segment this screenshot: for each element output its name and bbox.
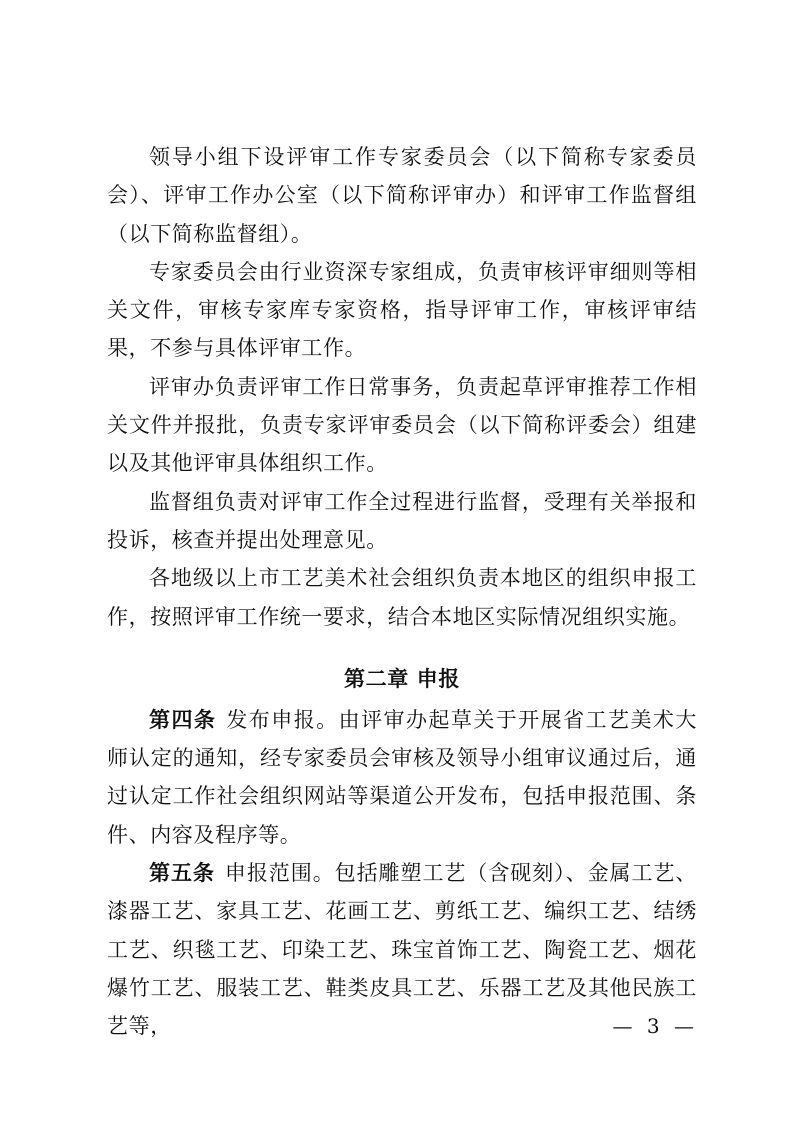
paragraph-supervision-group: 监督组负责对评审工作全过程进行监督，受理有关举报和投诉，核查并提出处理意见。 (107, 489, 697, 552)
paragraph-local-organizations: 各地级以上市工艺美术社会组织负责本地区的组织申报工作，按照评审工作统一要求，结合本地区实际情况组织实施。 (107, 566, 697, 629)
article-5-label: 第五条 (149, 861, 215, 886)
paragraph-committee-setup: 领导小组下设评审工作专家委员会（以下简称专家委员会）、评审工作办公室（以下简称评审办）和评审工作监督组（以下简称监督组）。 (107, 145, 697, 246)
article-5-text: 申报范围。包括雕塑工艺（含砚刻）、金属工艺、漆器工艺、家具工艺、花画工艺、剪纸工艺、编织工艺、结绣工艺、织毯工艺、印染工艺、珠宝首饰工艺、陶瓷工艺、烟花爆竹工艺、服装工艺、鞋类皮具工艺、乐器工艺及其他民族工艺等， (107, 861, 697, 1039)
document-body (107, 138, 697, 1046)
paragraph-review-office: 评审办负责评审工作日常事务，负责起草评审推荐工作相关文件并报批，负责专家评审委员会（以下简称评委会）组建以及其他评审具体组织工作。 (107, 374, 697, 476)
page-number: — 3 — (612, 1014, 698, 1038)
paragraph-expert-committee: 专家委员会由行业资深专家组成，负责审核评审细则等相关文件，审核专家库专家资格，指导评审工作，审核评审结果，不参与具体评审工作。 (107, 259, 697, 361)
article-4 (107, 701, 697, 854)
article-4-text: 发布申报。由评审办起草关于开展省工艺美术大师认定的通知，经专家委员会审核及领导小组审议通过后，通过认定工作社会组织网站等渠道公开发布，包括申报范围、条件、内容及程序等。 (107, 707, 697, 847)
article-4-label: 第四条 (149, 707, 217, 732)
chapter-heading: 第二章 申报 (344, 666, 460, 691)
article-5 (107, 854, 697, 1045)
